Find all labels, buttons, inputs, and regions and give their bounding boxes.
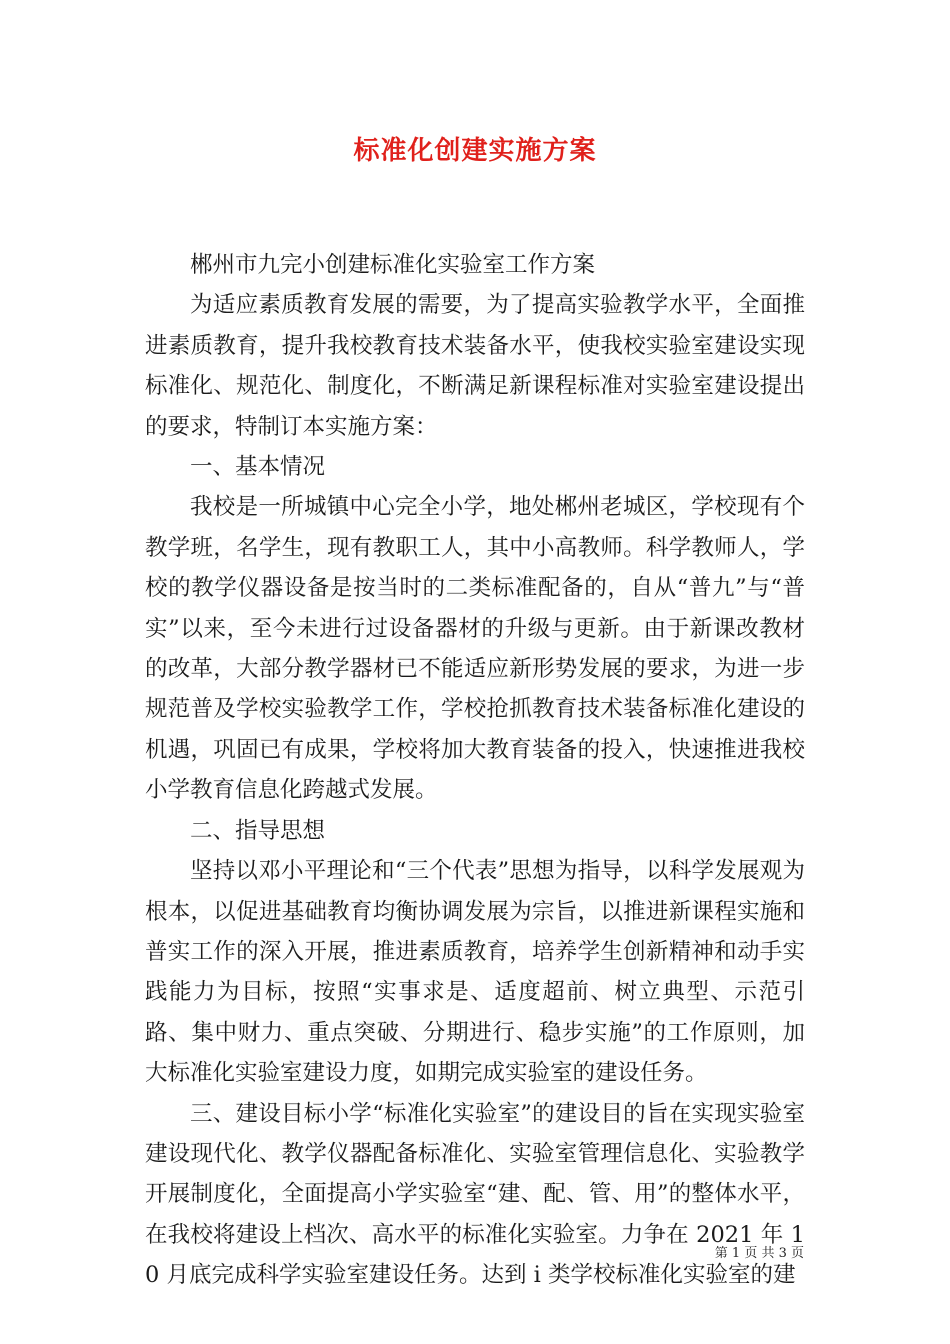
section-heading-basic-situation: 一、基本情况 [190,454,326,481]
paragraph-construction-goals: 三、建设目标小学“标准化实验室”的建设目的旨在实现实验室建设现代化、教学仪器配备标准化、实验室管理信息化、实验教学开展制度化，全面提高小学实验室“建、配、管、用”的整体水平，在我校将建设上档次、高水平的标准化实验室。力争在 2021 年 10 月底完成科学实验室建设任务。达到 i 类学校标准化实验室的建 [145,1100,805,1289]
section-heading-guiding-ideology: 二、指导思想 [190,817,326,844]
paragraph-guiding-ideology: 坚持以邓小平理论和“三个代表”思想为指导，以科学发展观为根本，以促进基础教育均衡协调发展为宗旨，以推进新课程实施和普实工作的深入开展，推进素质教育，培养学生创新精神和动手实践能力为目标，按照“实事求是、适度超前、树立典型、示范引路、集中财力、重点突破、分期进行、稳步实施”的工作原则，加大标准化实验室建设力度，如期完成实验室的建设任务。 [145,858,805,1087]
document-title: 标准化创建实施方案 [353,136,597,166]
paragraph-basic-situation: 我校是一所城镇中心完全小学，地处郴州老城区，学校现有个教学班，名学生，现有教职工人，其中小高教师。科学教师人，学校的教学仪器设备是按当时的二类标准配备的，自从“普九”与“普实”以来，至今未进行过设备器材的升级与更新。由于新课改教材的改革，大部分教学器材已不能适应新形势发展的要求，为进一步规范普及学校实验教学工作，学校抢抓教育技术装备标准化建设的机遇，巩固已有成果，学校将加大教育装备的投入，快速推进我校小学教育信息化跨越式发展。 [145,494,805,804]
paragraph-heading: 郴州市九完小创建标准化实验室工作方案 [190,252,596,278]
document-body [145,245,805,1296]
page-number-footer: 第 1 页 共 3 页 [714,1246,804,1261]
paragraph-intro: 为适应素质教育发展的需要，为了提高实验教学水平，全面推进素质教育，提升我校教育技术装备水平，使我校实验室建设实现标准化、规范化、制度化，不断满足新课程标准对实验室建设提出的要求，特制订本实施方案： [145,292,805,440]
